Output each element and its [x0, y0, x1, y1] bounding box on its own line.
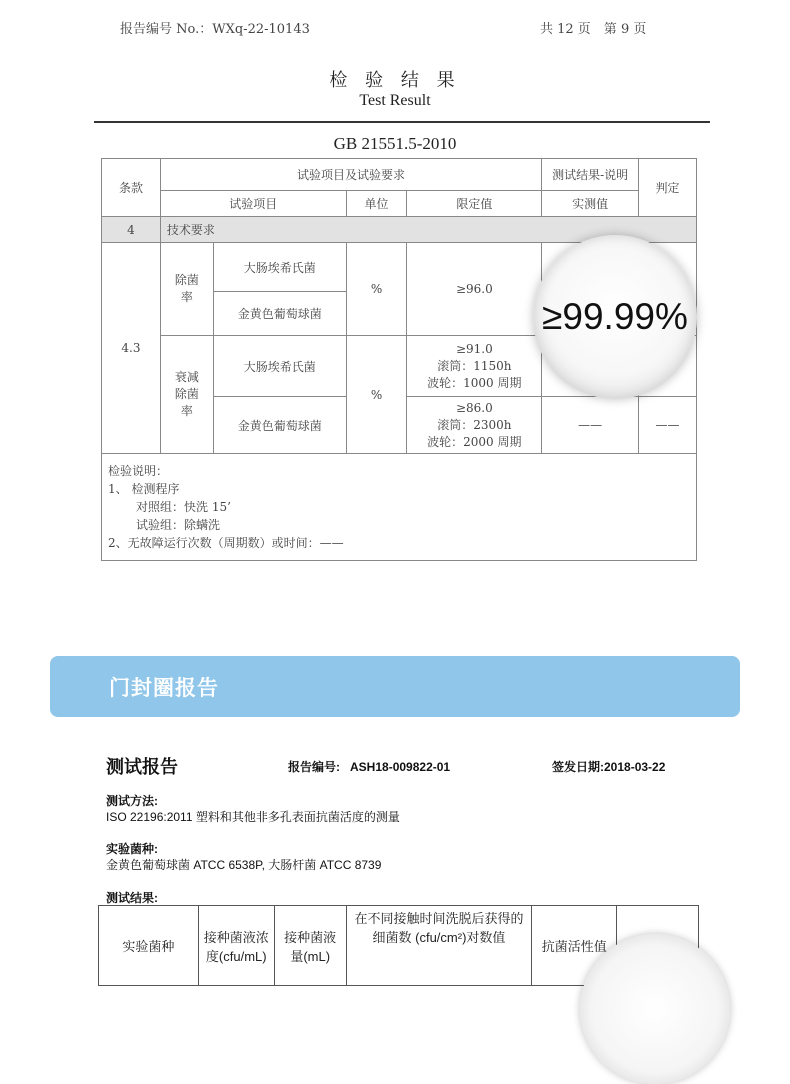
- notes-heading: 检验说明：: [108, 464, 169, 478]
- header-judgement: 判定: [639, 159, 697, 217]
- notes-failure-free: 2、无故障运行次数（周期数）或时间：——: [108, 536, 344, 550]
- report2-number: [288, 758, 450, 775]
- title-english: Test Result: [359, 92, 431, 109]
- limit-1-value: ≥91.0: [455, 341, 493, 356]
- report-number: 报告编号 No.：WXq-22-10143: [120, 22, 310, 37]
- col-strain: 实验菌种: [99, 906, 199, 986]
- limit-1-pulsator: 波轮：1000 周期: [427, 375, 522, 390]
- group1-organism-2: 金黄色葡萄球菌: [213, 292, 346, 336]
- group2-label: 衰减除菌率: [160, 336, 213, 454]
- group2-unit: %: [346, 336, 407, 454]
- col-bacteria-count: 在不同接触时间洗脱后获得的细菌数 (cfu/cm²)对数值: [346, 906, 532, 986]
- group1-organism-1: 大肠埃希氏菌: [213, 243, 346, 292]
- col-activity: 抗菌活性值: [532, 906, 617, 986]
- strains-text: 金黄色葡萄球菌 ATCC 6538P, 大肠杆菌 ATCC 8739: [106, 858, 382, 872]
- magnified-value: ≥99.99%: [542, 296, 688, 337]
- group2-limit-2: [407, 397, 542, 454]
- report2-number-value: ASH18-009822-01: [350, 760, 451, 774]
- section-banner: [50, 656, 740, 717]
- title-divider: [94, 121, 710, 123]
- section-label: 技术要求: [160, 217, 696, 243]
- col-inoc-vol: 接种菌液量(mL): [274, 906, 346, 986]
- test-notes: [102, 454, 697, 561]
- header-items-requirements: 试验项目及试验要求: [160, 159, 541, 191]
- banner-title: 门封圈报告: [109, 676, 219, 700]
- report2-number-label: 报告编号:: [288, 760, 340, 774]
- group2-judgement-2: ——: [639, 397, 697, 454]
- group1-limit: ≥96.0: [407, 243, 542, 336]
- group2-organism-2: 金黄色葡萄球菌: [213, 397, 346, 454]
- limit-2-pulsator: 波轮：2000 周期: [427, 434, 522, 449]
- report2-title: 测试报告: [106, 757, 178, 778]
- group2-organism-1: 大肠埃希氏菌: [213, 336, 346, 397]
- clause-4-3: 4.3: [102, 243, 161, 454]
- header-limit: 限定值: [407, 191, 542, 217]
- magnifier-lens-2: [580, 934, 730, 1084]
- issue-date-label: 签发日期:: [552, 760, 604, 774]
- group2-limit-1: [407, 336, 542, 397]
- limit-1-drum: 滚筒：1150h: [437, 358, 512, 373]
- header-clause: 条款: [102, 159, 161, 217]
- group1-label: 除菌率: [160, 243, 213, 336]
- header-item: 试验项目: [160, 191, 346, 217]
- notes-control-group: 对照组：快洗 15’: [136, 500, 231, 514]
- issue-date: [552, 758, 665, 775]
- group2-measured-2: ——: [542, 397, 639, 454]
- strains-label: 实验菌种:: [106, 842, 158, 856]
- group1-unit: %: [346, 243, 407, 336]
- method-label: 测试方法:: [106, 794, 158, 808]
- title-chinese: 检 验 结 果: [329, 70, 461, 91]
- header-result-desc: 测试结果-说明: [542, 159, 639, 191]
- issue-date-value: 2018-03-22: [604, 760, 666, 774]
- notes-test-group: 试验组：除螨洗: [136, 518, 221, 532]
- header-unit: 单位: [346, 191, 407, 217]
- col-inoc-conc: 接种菌液浓度(cfu/mL): [198, 906, 274, 986]
- notes-procedure: 1、 检测程序: [108, 482, 180, 496]
- page-count: 共 12 页 第 9 页: [540, 22, 647, 37]
- method-text: ISO 22196:2011 塑料和其他非多孔表面抗菌活度的测量: [106, 810, 400, 824]
- standard-number: GB 21551.5-2010: [333, 134, 457, 153]
- limit-2-value: ≥86.0: [455, 400, 493, 415]
- results-label: 测试结果:: [106, 891, 158, 905]
- section-clause: 4: [102, 217, 161, 243]
- header-measured: 实测值: [542, 191, 639, 217]
- limit-2-drum: 滚筒：2300h: [437, 417, 512, 432]
- magnifier-lens: [533, 235, 697, 399]
